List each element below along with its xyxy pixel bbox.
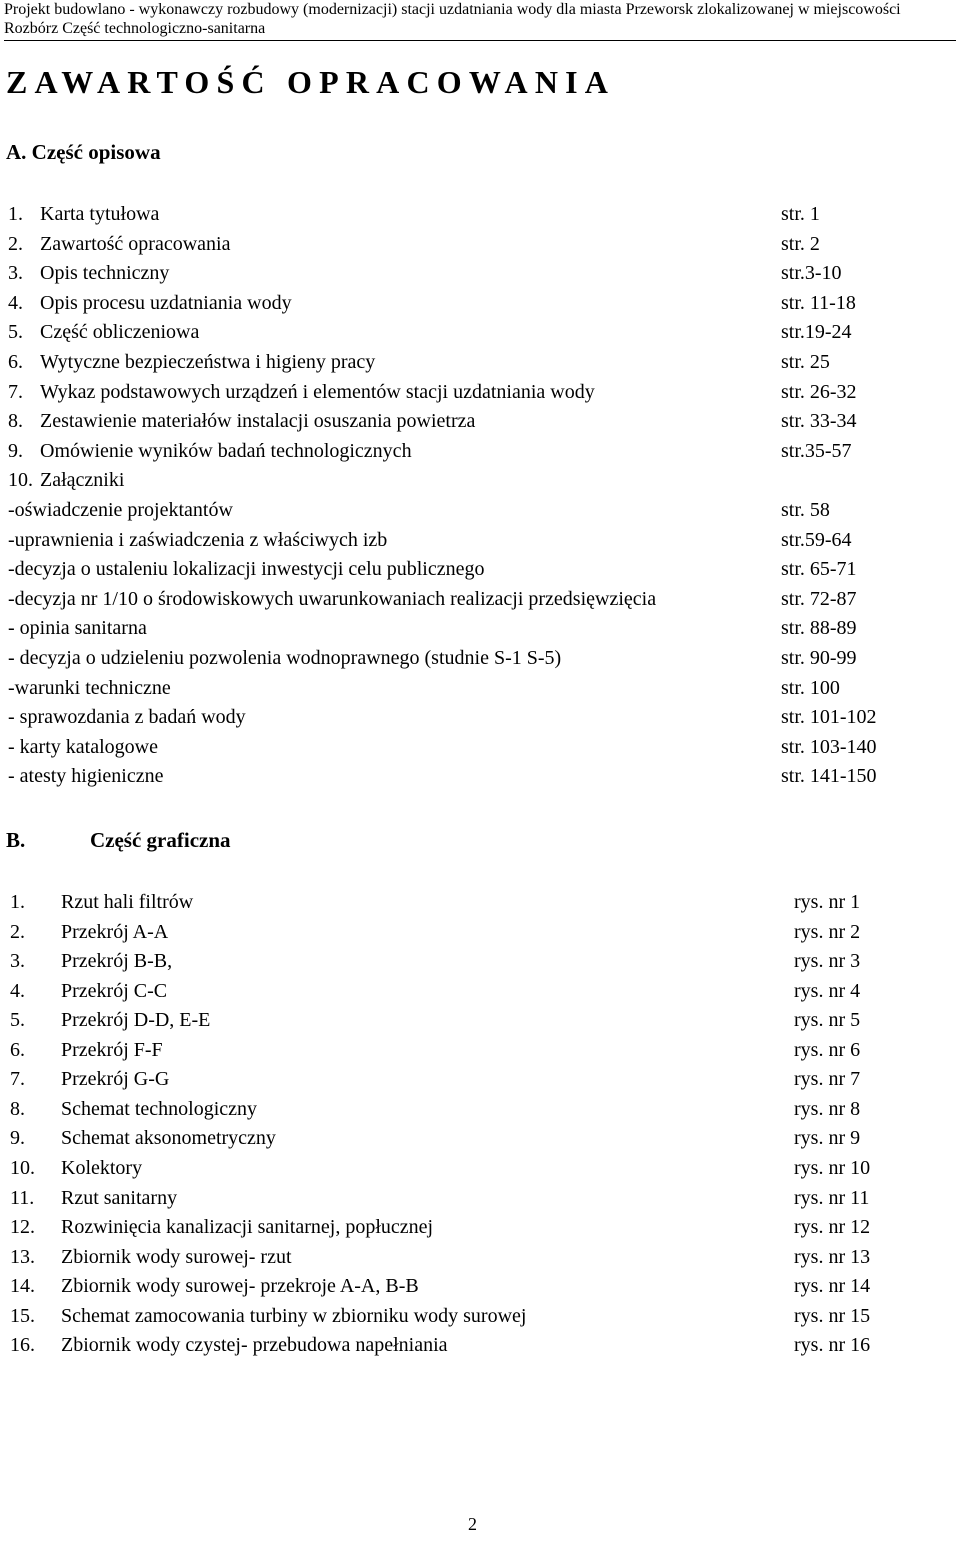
page-number: 2	[468, 1514, 477, 1534]
section-b-item	[10, 946, 910, 976]
item-page-ref: str. 101-102	[781, 706, 877, 729]
item-number: 2.	[10, 920, 25, 943]
item-drawing-ref: rys. nr 9	[794, 1127, 861, 1150]
item-number: 12.	[10, 1216, 35, 1239]
section-a-item	[8, 406, 908, 436]
item-number: 3.	[8, 262, 23, 285]
section-b-item	[10, 1330, 910, 1360]
header-project-title: Projekt budowlano - wykonawczy rozbudowy (modernizacji) stacji uzdatniania wody dla miasta Przeworsk zlokalizowanej w miejscowości	[4, 1, 901, 18]
section-b-item	[10, 1183, 910, 1213]
item-text: Schemat zamocowania turbiny w zbiorniku wody surowej	[61, 1304, 527, 1327]
item-number: 3.	[10, 950, 25, 973]
item-number: 8.	[10, 1097, 25, 1120]
item-number: 7.	[10, 1068, 25, 1091]
section-a-item	[8, 465, 908, 495]
section-a-item	[8, 613, 908, 643]
section-b-item	[10, 1005, 910, 1035]
item-page-ref: str. 88-89	[781, 617, 857, 640]
section-a-item	[8, 199, 908, 229]
section-a-item	[8, 643, 908, 673]
item-text: Część obliczeniowa	[40, 321, 200, 344]
item-text: Zestawienie materiałów instalacji osuszania powietrza	[40, 410, 476, 433]
section-b-item	[10, 1153, 910, 1183]
section-a-item	[8, 436, 908, 466]
item-drawing-ref: rys. nr 6	[794, 1038, 861, 1061]
item-text: Omówienie wyników badań technologicznych	[40, 439, 412, 462]
header-subtitle: Rozbórz Część technologiczno-sanitarna	[4, 20, 266, 37]
item-text: - karty katalogowe	[8, 735, 158, 758]
item-text: Załączniki	[40, 469, 125, 492]
item-page-ref: str. 2	[781, 232, 820, 255]
item-text: Zbiornik wody surowej- przekroje A-A, B-B	[61, 1275, 419, 1298]
item-text: Kolektory	[61, 1156, 143, 1179]
item-text: Rzut hali filtrów	[61, 891, 194, 913]
item-number: 16.	[10, 1334, 35, 1357]
item-text: -decyzja nr 1/10 o środowiskowych uwarunkowaniach realizacji przedsięwzięcia	[8, 587, 657, 610]
item-drawing-ref: rys. nr 10	[794, 1156, 871, 1179]
item-number: 11.	[10, 1186, 35, 1209]
item-page-ref: str. 11-18	[781, 291, 856, 314]
item-drawing-ref: rys. nr 2	[794, 920, 861, 943]
item-text: - atesty higieniczne	[8, 765, 164, 788]
item-drawing-ref: rys. nr 7	[794, 1068, 861, 1091]
item-number: 14.	[10, 1275, 35, 1298]
item-page-ref: str.35-57	[781, 439, 852, 462]
item-number: 4.	[8, 291, 23, 314]
section-b-item	[10, 917, 910, 947]
item-text: Rzut sanitarny	[61, 1186, 178, 1209]
section-a-title: A. Część opisowa	[6, 140, 161, 164]
section-a-item	[8, 377, 908, 407]
section-a-item	[8, 525, 908, 555]
item-text: Schemat aksonometryczny	[61, 1127, 276, 1150]
item-page-ref: str. 103-140	[781, 735, 877, 758]
section-b-item	[10, 1123, 910, 1153]
section-b-item	[10, 976, 910, 1006]
item-page-ref: str.3-10	[781, 262, 842, 285]
item-text: Opis techniczny	[40, 262, 170, 285]
item-text: -uprawnienia i zaświadczenia z właściwych izb	[8, 528, 388, 551]
section-a-item	[8, 229, 908, 259]
item-number: 7.	[8, 380, 23, 403]
item-number: 13.	[10, 1245, 35, 1268]
section-b-item	[10, 1242, 910, 1272]
item-drawing-ref: rys. nr 5	[794, 1009, 861, 1032]
item-text: - opinia sanitarna	[8, 617, 147, 640]
item-number: 8.	[8, 410, 23, 433]
section-a-item	[8, 347, 908, 377]
document-title: ZAWARTOŚĆ OPRACOWANIA	[6, 64, 616, 100]
item-page-ref: str. 100	[781, 676, 840, 699]
item-number: 10.	[10, 1156, 35, 1179]
page-header	[4, 0, 956, 41]
item-text: -oświadczenie projektantów	[8, 499, 233, 521]
section-b-title	[6, 828, 231, 853]
section-a-item	[8, 673, 908, 703]
section-a-item	[8, 584, 908, 614]
section-a-item	[8, 554, 908, 584]
section-a-item	[8, 495, 908, 525]
item-page-ref: str. 58	[781, 499, 830, 521]
item-number: 1.	[8, 203, 23, 225]
item-text: Wykaz podstawowych urządzeń i elementów stacji uzdatniania wody	[40, 380, 595, 403]
section-a-item	[8, 258, 908, 288]
item-number: 9.	[8, 439, 23, 462]
item-page-ref: str.59-64	[781, 528, 852, 551]
section-b-item	[10, 1212, 910, 1242]
item-text: Zawartość opracowania	[40, 232, 231, 255]
item-number: 6.	[10, 1038, 25, 1061]
item-number: 6.	[8, 351, 23, 373]
item-page-ref: str.19-24	[781, 321, 852, 344]
item-page-ref: str. 90-99	[781, 647, 857, 669]
item-page-ref: str. 1	[781, 203, 820, 225]
item-text: Opis procesu uzdatniania wody	[40, 291, 292, 314]
item-text: Przekrój C-C	[61, 979, 168, 1002]
item-text: Karta tytułowa	[40, 203, 160, 225]
section-b-item	[10, 1094, 910, 1124]
item-text: Rozwinięcia kanalizacji sanitarnej, popłucznej	[61, 1216, 434, 1239]
item-page-ref: str. 25	[781, 351, 830, 373]
item-text: -warunki techniczne	[8, 676, 171, 699]
item-text: Przekrój B-B,	[61, 950, 173, 973]
item-text: Przekrój A-A	[61, 920, 169, 943]
item-number: 15.	[10, 1304, 35, 1327]
item-drawing-ref: rys. nr 12	[794, 1216, 871, 1239]
section-a-item	[8, 288, 908, 318]
section-a-item	[8, 317, 908, 347]
item-page-ref: str. 33-34	[781, 410, 857, 433]
item-drawing-ref: rys. nr 4	[794, 979, 861, 1002]
item-number: 4.	[10, 979, 25, 1002]
item-text: Zbiornik wody surowej- rzut	[61, 1245, 292, 1268]
item-text: Przekrój G-G	[61, 1068, 170, 1091]
item-number: 9.	[10, 1127, 25, 1150]
item-drawing-ref: rys. nr 1	[794, 891, 861, 913]
section-b-item	[10, 887, 910, 917]
item-drawing-ref: rys. nr 15	[794, 1304, 871, 1327]
item-number: 5.	[8, 321, 23, 344]
section-b-item	[10, 1301, 910, 1331]
item-page-ref: str. 26-32	[781, 380, 857, 403]
section-b-item	[10, 1035, 910, 1065]
item-text: Zbiornik wody czystej- przebudowa napełniania	[61, 1334, 448, 1357]
item-page-ref: str. 72-87	[781, 587, 857, 610]
item-drawing-ref: rys. nr 8	[794, 1097, 861, 1120]
section-b-letter: B.	[6, 828, 26, 852]
item-text: Przekrój F-F	[61, 1038, 163, 1061]
section-a-item	[8, 702, 908, 732]
item-text: -decyzja o ustaleniu lokalizacji inwestycji celu publicznego	[8, 558, 485, 581]
item-text: - sprawozdania z badań wody	[8, 706, 246, 729]
item-drawing-ref: rys. nr 11	[794, 1186, 870, 1209]
item-text: Wytyczne bezpieczeństwa i higieny pracy	[40, 351, 376, 373]
section-b-label: Część graficzna	[90, 828, 231, 852]
item-page-ref: str. 141-150	[781, 765, 877, 788]
item-number: 5.	[10, 1009, 25, 1032]
item-drawing-ref: rys. nr 14	[794, 1275, 871, 1298]
item-number: 10.	[8, 469, 33, 492]
item-number: 2.	[8, 232, 23, 255]
item-drawing-ref: rys. nr 3	[794, 950, 861, 973]
item-drawing-ref: rys. nr 16	[794, 1334, 871, 1357]
item-number: 1.	[10, 891, 25, 913]
section-b-item	[10, 1064, 910, 1094]
section-a-item	[8, 761, 908, 791]
item-text: Schemat technologiczny	[61, 1097, 258, 1120]
item-drawing-ref: rys. nr 13	[794, 1245, 871, 1268]
item-page-ref: str. 65-71	[781, 558, 857, 581]
item-text: Przekrój D-D, E-E	[61, 1009, 211, 1032]
section-a-item	[8, 732, 908, 762]
section-b-item	[10, 1271, 910, 1301]
item-text: - decyzja o udzieleniu pozwolenia wodnoprawnego (studnie S-1 S-5)	[8, 647, 562, 669]
